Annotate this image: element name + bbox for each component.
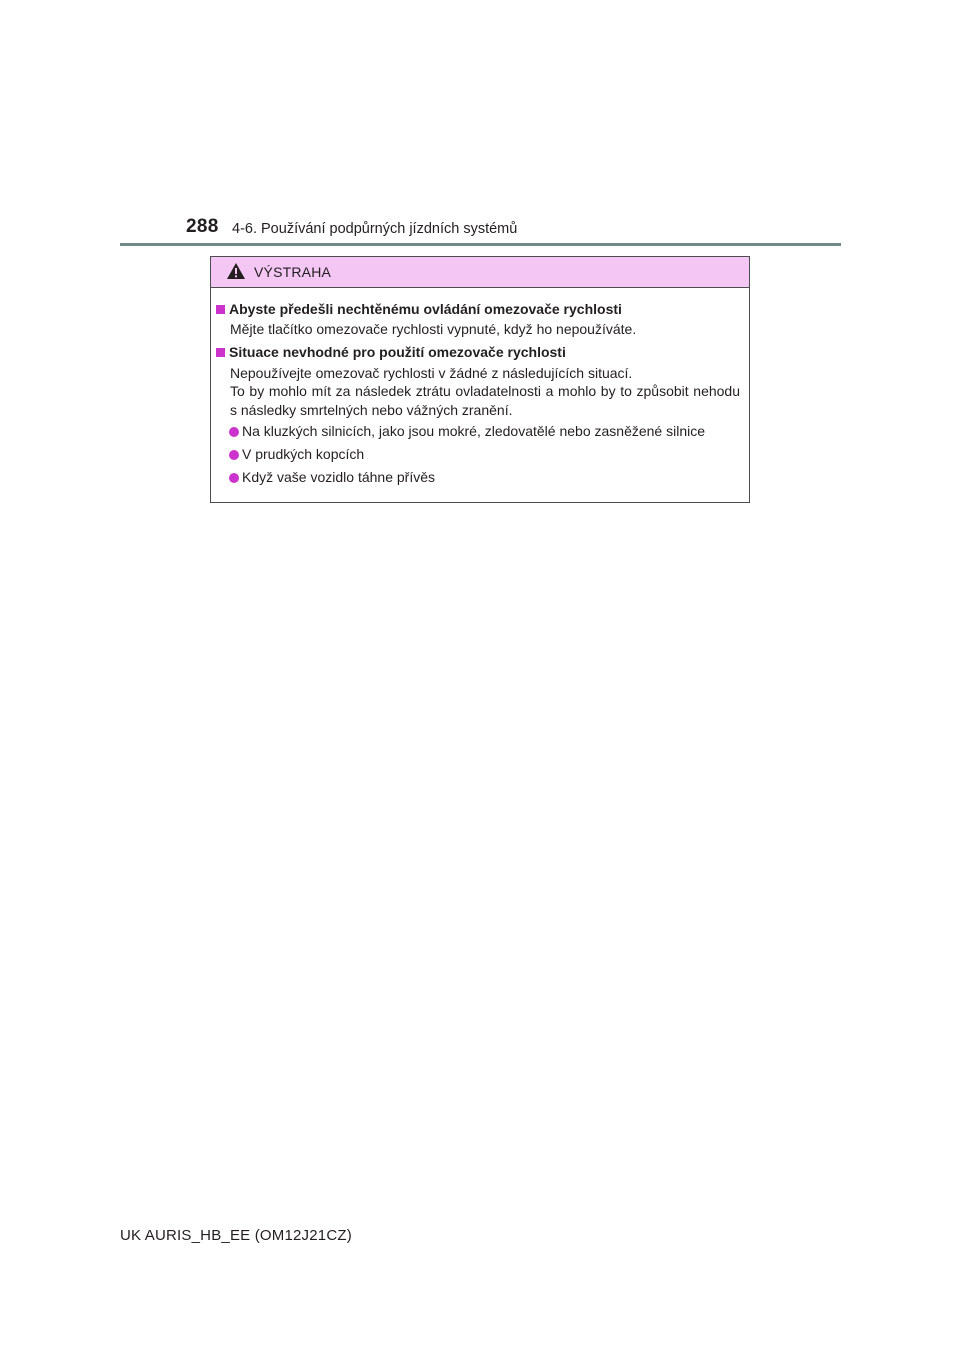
section-text: To by mohlo mít za následek ztrátu ovladatelnosti a mohlo by to způsobit nehodu s následky smrtelných nebo vážných zranění. [230,383,740,418]
page-number: 288 [186,216,219,237]
section-text: Mějte tlačítko omezovače rychlosti vypnuté, když ho nepoužíváte. [230,321,637,337]
bullet-dot-icon [229,427,239,437]
warning-header [211,257,749,288]
list-item-text: V prudkých kopcích [242,446,365,462]
warning-title: VÝSTRAHA [254,264,332,280]
bullet-dot-icon [229,473,239,483]
list-item [229,469,435,485]
section-heading-text: Situace nevhodné pro použití omezovače rychlosti [229,344,566,360]
section-title: 4-6. Používání podpůrných jízdních systémů [232,221,518,237]
list-item [229,446,364,462]
square-bullet-icon [216,305,225,314]
section-heading-text: Abyste předešli nechtěnému ovládání omezovače rychlosti [229,301,622,317]
list-item-text: Když vaše vozidlo táhne přívěs [242,469,435,485]
section-text: Nepoužívejte omezovač rychlosti v žádné z následujících situací. [230,365,633,381]
square-bullet-icon [216,348,225,357]
bullet-dot-icon [229,450,239,460]
warning-triangle-icon [226,262,246,280]
section-heading [216,344,566,360]
warning-box [210,256,750,503]
list-item [229,423,705,439]
section-heading [216,301,622,317]
header-divider [120,243,841,246]
list-item-text: Na kluzkých silnicích, jako jsou mokré, zledovatělé nebo zasněžené silnice [242,423,706,439]
document-code: UK AURIS_HB_EE (OM12J21CZ) [120,1227,352,1244]
